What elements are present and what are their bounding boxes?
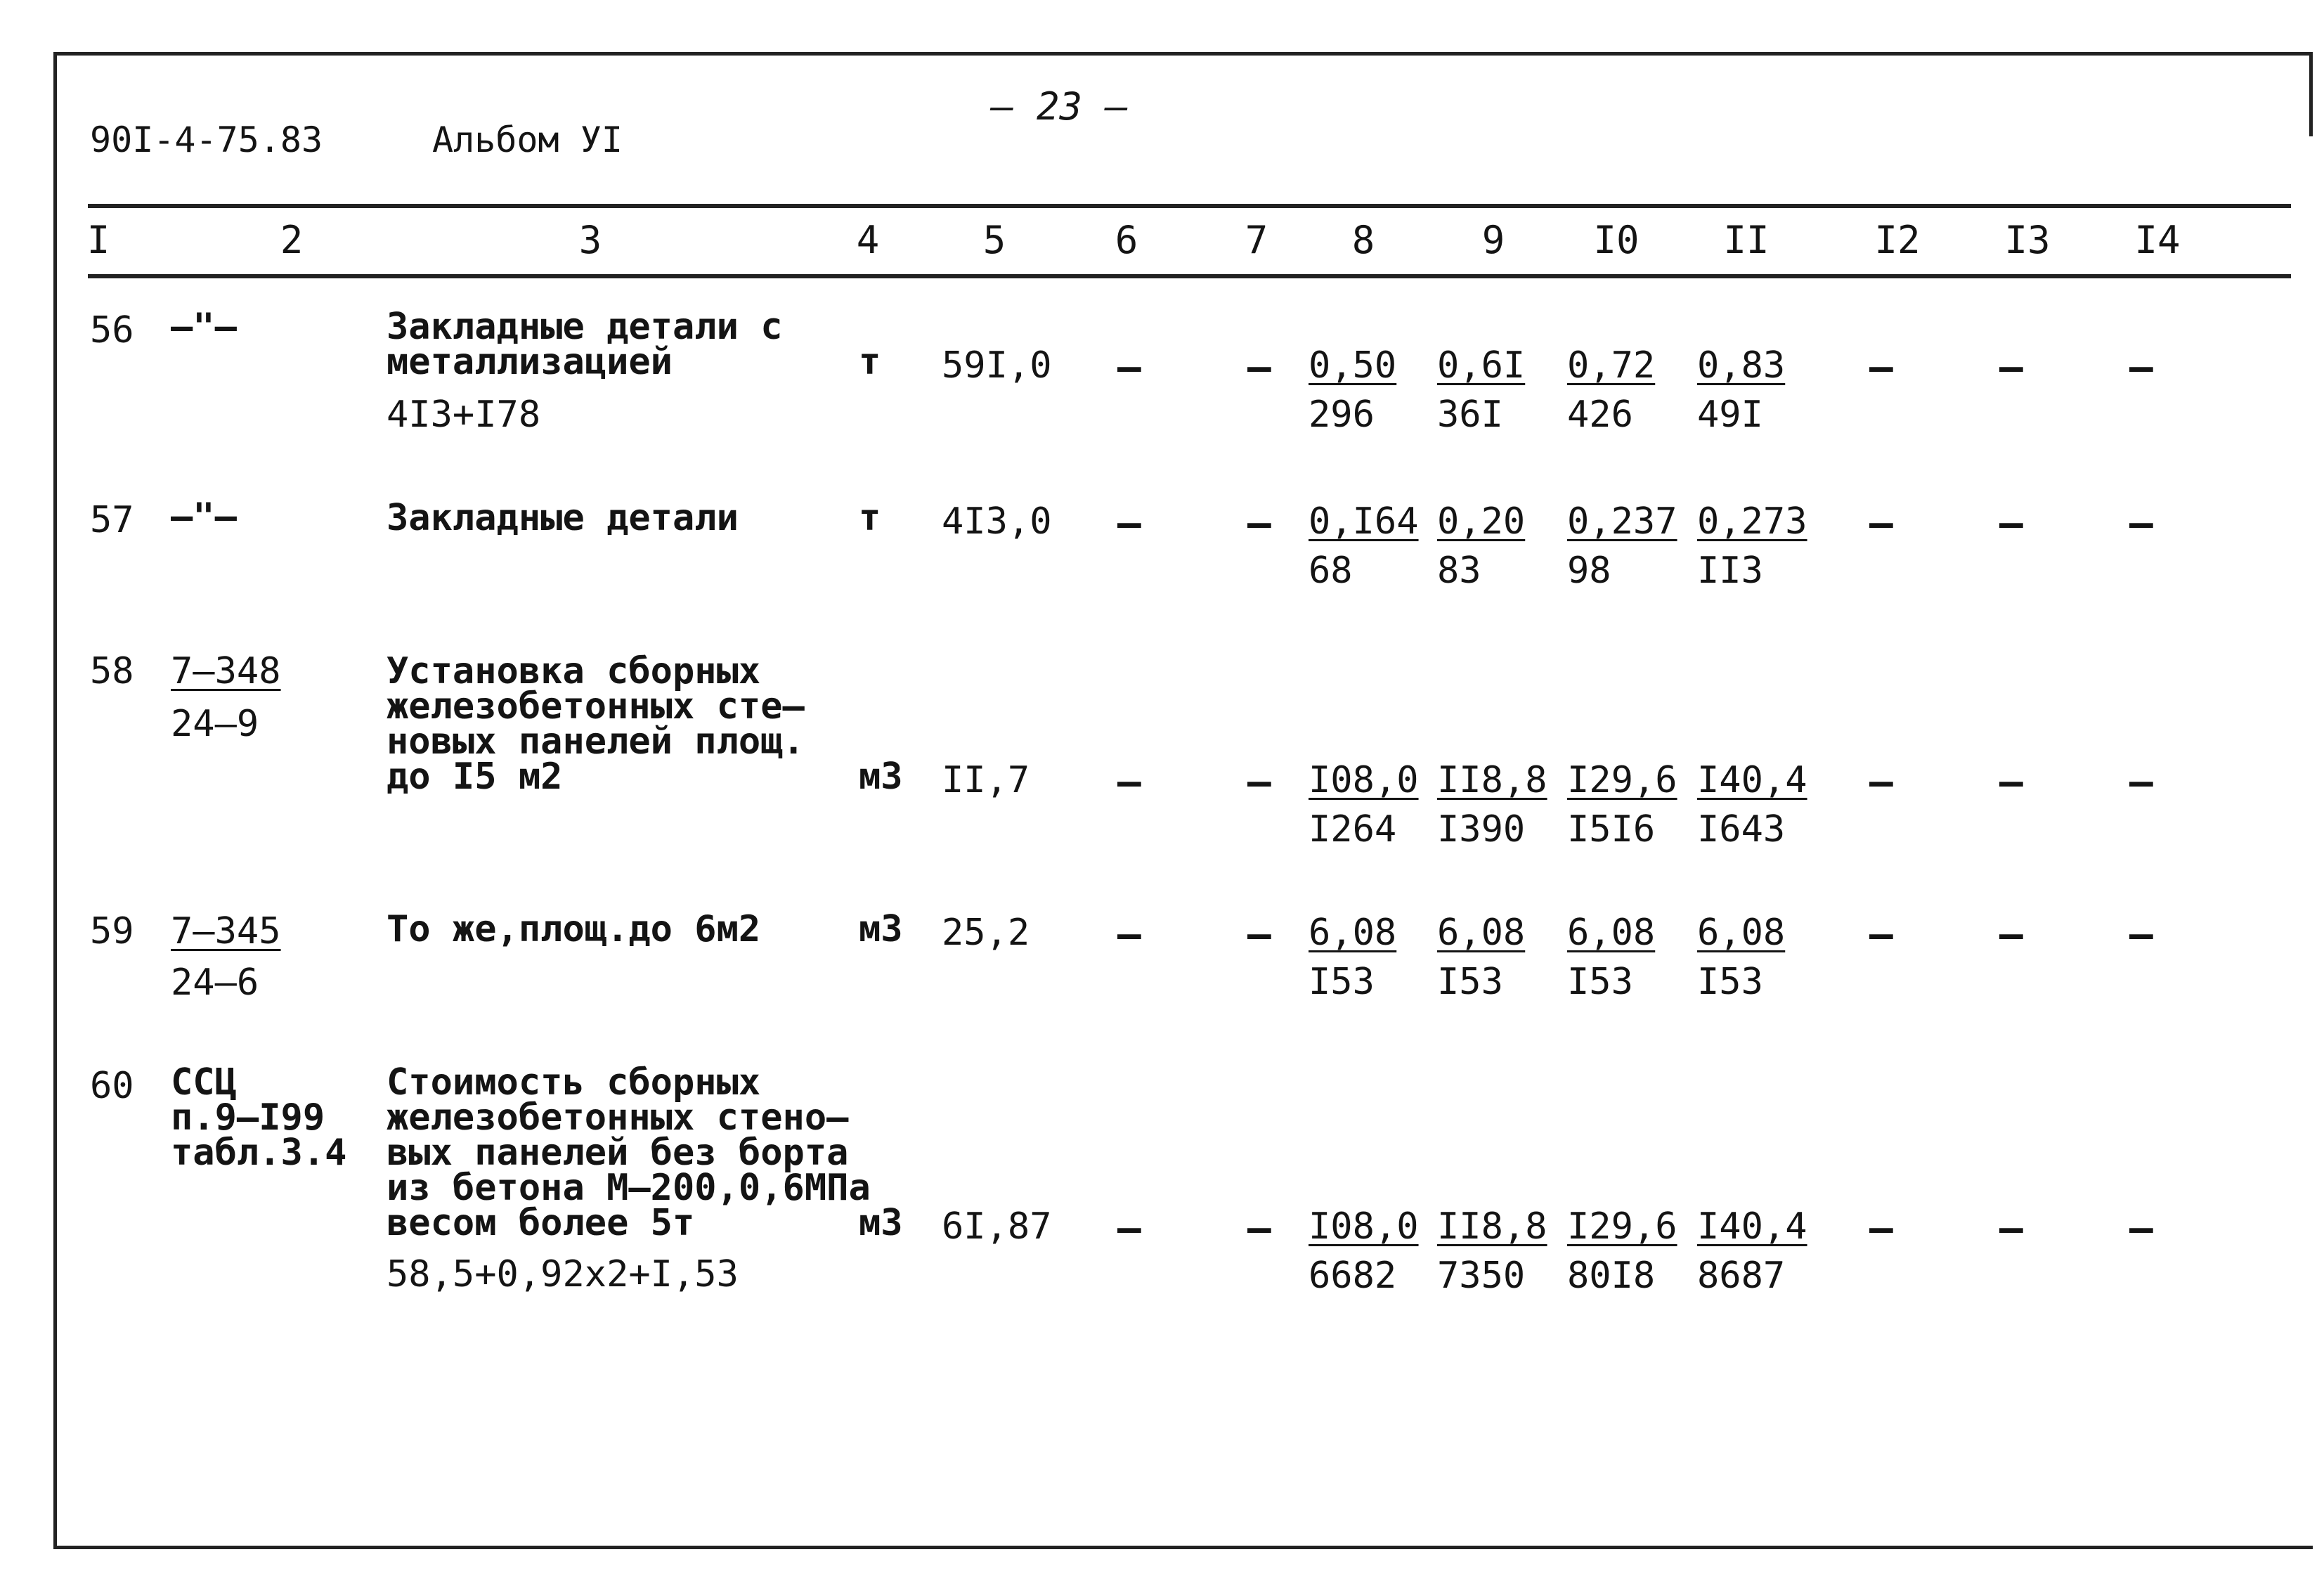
row-col6: – (1117, 344, 1141, 390)
column-number: I2 (1874, 218, 1921, 262)
row-col13: – (1999, 912, 2023, 957)
row-col13: – (1999, 344, 2023, 390)
row-col14: – (2129, 759, 2153, 805)
row-description-line: металлизацией (387, 341, 673, 383)
row-value-top: 0,273 (1697, 500, 1807, 543)
row-value-top: 0,72 (1567, 344, 1656, 387)
row-value-bottom: I264 (1309, 808, 1397, 851)
row-value-bottom: I53 (1697, 961, 1763, 1003)
document-code: 90I-4-75.83 (90, 119, 323, 160)
row-col13: – (1999, 759, 2023, 805)
row-quantity: 4I3,0 (942, 500, 1052, 543)
row-value-bottom: 83 (1437, 550, 1481, 592)
row-value-top: 0,I64 (1309, 500, 1419, 543)
column-number: I (86, 218, 110, 262)
row-value-top: 0,83 (1697, 344, 1786, 387)
column-number: 7 (1245, 218, 1268, 262)
row-col12: – (1869, 500, 1893, 546)
row-col14: – (2129, 912, 2153, 957)
row-col6: – (1117, 1205, 1141, 1251)
row-value-top: 0,6I (1437, 344, 1526, 387)
row-col6: – (1117, 759, 1141, 805)
row-value-top: 6,08 (1697, 912, 1786, 954)
row-value-top: I40,4 (1697, 1205, 1807, 1248)
row-col7: – (1247, 1205, 1271, 1251)
row-col7: – (1247, 912, 1271, 957)
row-unit: т (859, 497, 881, 539)
row-description-line: То же,площ.до 6м2 (387, 908, 761, 950)
row-col12: – (1869, 1205, 1893, 1251)
row-description-line: из бетона М–200,0,6МПа (387, 1167, 871, 1209)
column-number: I3 (2004, 218, 2051, 262)
row-value-top: 6,08 (1567, 912, 1656, 954)
row-col12: – (1869, 344, 1893, 390)
row-unit: м3 (859, 756, 903, 798)
row-code: ССЦ (171, 1061, 237, 1104)
row-value-bottom: 80I8 (1567, 1255, 1656, 1297)
row-value-top: I08,0 (1309, 1205, 1419, 1248)
row-description-line: весом более 5т (387, 1202, 695, 1244)
row-value-bottom: 7350 (1437, 1255, 1526, 1297)
column-number: I0 (1593, 218, 1640, 262)
column-number: II (1723, 218, 1770, 262)
row-value-top: 0,237 (1567, 500, 1677, 543)
row-value-bottom: I53 (1309, 961, 1375, 1003)
row-value-top: I40,4 (1697, 759, 1807, 801)
row-number: 60 (90, 1065, 134, 1107)
row-description-line: железобетонных сте– (387, 685, 805, 727)
row-value-bottom: 98 (1567, 550, 1611, 592)
row-unit: т (859, 341, 881, 383)
row-description-line: Закладные детали с (387, 306, 783, 348)
row-number: 57 (90, 499, 134, 541)
row-quantity: 25,2 (942, 912, 1030, 954)
row-quantity: 59I,0 (942, 344, 1052, 387)
album-label: Альбом УI (432, 119, 623, 160)
row-value-bottom: I53 (1437, 961, 1503, 1003)
row-formula: 58,5+0,92х2+I,53 (387, 1253, 739, 1295)
row-code: 7–348 (171, 650, 281, 692)
row-code-sub: 24–6 (171, 962, 259, 1004)
row-description-line: Установка сборных (387, 650, 761, 692)
row-formula: 4I3+I78 (387, 394, 541, 436)
row-col7: – (1247, 344, 1271, 390)
row-number: 56 (90, 309, 134, 351)
row-code: –"– (171, 496, 237, 538)
row-col7: – (1247, 500, 1271, 546)
column-number: 3 (578, 218, 602, 262)
row-code-sub: п.9–I99 (171, 1097, 325, 1139)
row-code-sub: табл.3.4 (171, 1132, 347, 1174)
row-code-sub: 24–9 (171, 703, 259, 745)
row-col14: – (2129, 344, 2153, 390)
row-col12: – (1869, 759, 1893, 805)
row-col14: – (2129, 500, 2153, 546)
row-col13: – (1999, 1205, 2023, 1251)
row-value-bottom: 296 (1309, 394, 1375, 436)
row-value-top: II8,8 (1437, 759, 1547, 801)
row-col12: – (1869, 912, 1893, 957)
row-value-bottom: I390 (1437, 808, 1526, 851)
row-code: –"– (171, 306, 237, 348)
page-number: – 23 – (991, 84, 1129, 129)
row-value-bottom: I5I6 (1567, 808, 1656, 851)
row-value-bottom: 49I (1697, 394, 1763, 436)
row-value-bottom: 36I (1437, 394, 1503, 436)
header-top-rule (88, 204, 2291, 208)
row-description-line: до I5 м2 (387, 756, 563, 798)
row-number: 59 (90, 910, 134, 952)
row-description-line: железобетонных стено– (387, 1097, 849, 1139)
row-unit: м3 (859, 908, 903, 950)
row-value-top: 0,50 (1309, 344, 1397, 387)
row-col14: – (2129, 1205, 2153, 1251)
column-number: 6 (1115, 218, 1138, 262)
row-col7: – (1247, 759, 1271, 805)
header-bottom-rule (88, 274, 2291, 278)
column-number: 5 (982, 218, 1006, 262)
row-value-top: I08,0 (1309, 759, 1419, 801)
row-col6: – (1117, 912, 1141, 957)
row-value-bottom: 426 (1567, 394, 1633, 436)
row-value-top: 6,08 (1309, 912, 1397, 954)
column-number: 8 (1351, 218, 1375, 262)
row-value-bottom: II3 (1697, 550, 1763, 592)
row-value-bottom: I643 (1697, 808, 1786, 851)
row-description-line: Закладные детали (387, 497, 739, 539)
row-col13: – (1999, 500, 2023, 546)
frame-right-edge (2309, 52, 2313, 136)
row-quantity: II,7 (942, 759, 1030, 801)
row-value-bottom: 8687 (1697, 1255, 1786, 1297)
row-value-top: I29,6 (1567, 1205, 1677, 1248)
row-description-line: новых панелей площ. (387, 720, 805, 763)
column-number: 2 (280, 218, 304, 262)
column-number: I4 (2134, 218, 2181, 262)
column-number: 9 (1481, 218, 1505, 262)
row-value-top: I29,6 (1567, 759, 1677, 801)
row-description-line: Стоимость сборных (387, 1061, 761, 1104)
row-code: 7–345 (171, 910, 281, 952)
row-value-bottom: 68 (1309, 550, 1353, 592)
row-number: 58 (90, 650, 134, 692)
row-value-top: II8,8 (1437, 1205, 1547, 1248)
row-unit: м3 (859, 1202, 903, 1244)
row-col6: – (1117, 500, 1141, 546)
row-description-line: вых панелей без борта (387, 1132, 849, 1174)
row-value-bottom: 6682 (1309, 1255, 1397, 1297)
column-number: 4 (856, 218, 880, 262)
row-quantity: 6I,87 (942, 1205, 1052, 1248)
row-value-bottom: I53 (1567, 961, 1633, 1003)
row-value-top: 6,08 (1437, 912, 1526, 954)
row-value-top: 0,20 (1437, 500, 1526, 543)
